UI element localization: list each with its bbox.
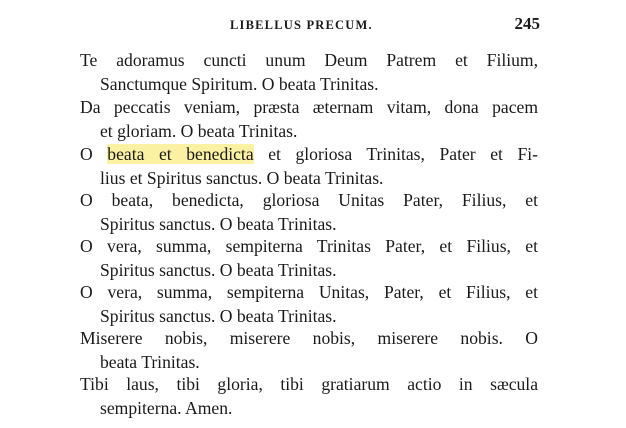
verse-line-continuation: lius et Spiritus sanctus. O beata Trinitas. (100, 167, 384, 188)
verse-3 (80, 143, 538, 190)
verse-5 (80, 235, 538, 282)
verse-line-continuation: et gloriam. O beata Trinitas. (100, 120, 298, 141)
verse-text: et gloriosa Trinitas, Pater et Fi- (253, 144, 538, 164)
verse-line-continuation: beata Trinitas. (100, 351, 200, 372)
verse-text: O (80, 144, 108, 164)
running-title: LIBELLUS PRECUM. (230, 18, 373, 32)
verse-1 (80, 49, 538, 96)
highlighted-text[interactable]: beata et benedicta (107, 144, 254, 164)
verse-line: O beata, benedicta, gloriosa Unitas Pater, Filius, et (80, 190, 538, 210)
verse-line: Da peccatis veniam, præsta æternam vitam, dona pacem (80, 97, 538, 117)
verse-line: Te adoramus cuncti unum Deum Patrem et Filium, (80, 50, 538, 70)
verse-line-continuation: Spiritus sanctus. O beata Trinitas. (100, 259, 337, 280)
verse-line: O vera, summa, sempiterna Trinitas Pater, et Filius, et (80, 236, 538, 256)
verse-7 (80, 327, 538, 374)
page-number: 245 (514, 14, 540, 33)
verse-6 (80, 281, 538, 328)
verse-line: Tibi laus, tibi gloria, tibi gratiarum actio in sæcula (80, 374, 538, 394)
verse-line (80, 143, 538, 167)
verse-2 (80, 96, 538, 143)
verse-line-continuation: sempiterna. Amen. (100, 397, 233, 418)
verse-line-continuation: Spiritus sanctus. O beata Trinitas. (100, 213, 337, 234)
verse-line: Miserere nobis, miserere nobis, miserere nobis. O (80, 328, 538, 348)
verse-line: O vera, summa, sempiterna Unitas, Pater, et Filius, et (80, 282, 538, 302)
verse-line-continuation: Sanctumque Spiritum. O beata Trinitas. (100, 73, 379, 94)
verse-line-continuation: Spiritus sanctus. O beata Trinitas. (100, 305, 337, 326)
running-head (80, 14, 540, 38)
verse-8 (80, 373, 538, 420)
verse-4 (80, 189, 538, 236)
